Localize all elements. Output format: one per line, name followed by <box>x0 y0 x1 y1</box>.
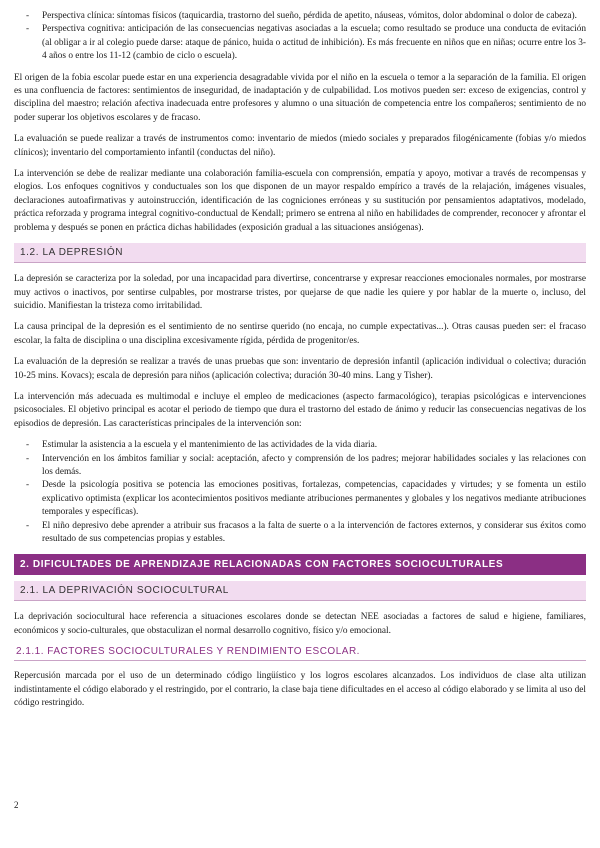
paragraph-factores: Repercusión marcada por el uso de un determinado código lingüístico y los logros escolares alcanzados. Los individuos de clase alta utilizan indistintamente el código elaborado y el restringido, por el contrario, la clase baja tiene dificultades en el acceso al código elaborado y se limita al uso del código restringido. <box>14 671 586 709</box>
heading-deprivacion: 2.1. LA DEPRIVACIÓN SOCIOCULTURAL <box>14 581 586 601</box>
paragraph-depresion-3: La evaluación de la depresión se realizar a través de unas pruebas que son: inventario de depresión infantil (aplicación individual o colectiva; duración 10-25 mins. Kovacs); escala de depresión para niños (aplicación colectiva; duración 30-40 mins. Lang y Tisher). <box>14 357 586 381</box>
heading-depresion: 1.2. LA DEPRESIÓN <box>14 243 586 263</box>
list-item: - Desde la psicología positiva se potencia las emociones positivas, fortalezas, competencias, capacidades y virtudes; y se fomenta un estilo explicativo optimista (explicar los acontecimientos positivos mediante atribuciones permanentes y globales y los negativos mediante atribuciones temporales y específicas). <box>14 479 586 519</box>
paragraph-origen: El origen de la fobia escolar puede estar en una experiencia desagradable vivida por el niño en la escuela o temor a la separación de la familia. El origen es una confluencia de factores: sentimientos de inseguridad, de inadaptación y de culpabilidad. Los motivos pueden ser: exceso de exigencias, control y disciplina del maestro; relación afectiva inadecuada entre profesores y alumno o una situación de competencia entre los compañeros; sentimiento de no poder superar los objetivos escolares y de fracaso. <box>14 72 586 123</box>
list-item: - Perspectiva clínica: síntomas físicos (taquicardia, trastorno del sueño, pérdida de apetito, náuseas, vómitos, dolor abdominal o dolor de cabeza). <box>14 10 586 23</box>
list-item: - Intervención en los ámbitos familiar y social: aceptación, afecto y comprensión de los padres; mejorar habilidades sociales y las relaciones con los demás. <box>14 453 586 480</box>
intervencion-list <box>14 439 586 546</box>
paragraph-depresion-4: La intervención más adecuada es multimodal e incluye el empleo de medicaciones (aspecto farmacológico), terapias psicológicas e intervenciones psicosociales. El objetivo principal es acotar el periodo de tiempo que dura el trastorno del estado de ánimo y reducir las consecuencias negativas de los episodios de depresión. Las características principales de la intervención son: <box>14 391 586 429</box>
paragraph-evaluacion: La evaluación se puede realizar a través de instrumentos como: inventario de miedos (miedo sociales y preparados filogénicamente (fobias y/o miedos clínicos); inventario del comportamiento infantil (conductas del niño). <box>14 134 586 158</box>
list-item: - Estimular la asistencia a la escuela y el mantenimiento de las actividades de la vida diaria. <box>14 439 586 452</box>
page-number: 2 <box>14 800 19 810</box>
paragraph-deprivacion: La deprivación sociocultural hace referencia a situaciones escolares donde se detectan NEE asociadas a factores de salud e higiene, familiares, económicos y socio-culturales, que obstaculizan el normal desarrollo cognitivo, físico y/o emocional. <box>14 612 586 636</box>
paragraph-intervencion: La intervención se debe de realizar mediante una colaboración familia-escuela con comprensión, empatía y apoyo, motivar a través de recompensas y elogios. Los enfoques cognitivos y conductuales son los que disponen de un mayor respaldo empírico a través de la relajación, imágenes visuales, declaraciones autoafirmativas y autoinstrucción, identificación de las cogniciones erróneas y su sustitución por pensamientos adaptativos, modelado, práctica reforzada y programa integral cognitivo-conductual de Kendall; primero se entrena al niño en habilidades de comprender, reconocer y afrontar el problema y después se ponen en práctica dichas habilidades (exposición gradual a las situaciones ansiógenas). <box>14 169 586 233</box>
heading-dificultades: 2. DIFICULTADES DE APRENDIZAJE RELACIONADAS CON FACTORES SOCIOCULTURALES <box>14 554 586 575</box>
paragraph-depresion-1: La depresión se caracteriza por la soledad, por una incapacidad para divertirse, concentrarse y expresar reacciones emocionales normales, por mostrarse muy activos o inactivos, por sentirse culpables, por mostrarse tristes, por quejarse de que nadie les quiere y por hablar de la muerte o, incluso, del suicidio. Manifiestan la tristeza como irritabilidad. <box>14 274 586 311</box>
fobia-perspectives-list <box>14 10 586 64</box>
paragraph-depresion-2: La causa principal de la depresión es el sentimiento de no sentirse querido (no encaja, no cumple expectativas...). Otras causas pueden ser: el fracaso escolar, la falta de disciplina o una disciplina excesivamente rígida, pérdida de progenitor/es. <box>14 322 586 346</box>
heading-factores: 2.1.1. FACTORES SOCIOCULTURALES Y RENDIMIENTO ESCOLAR. <box>14 646 586 661</box>
list-item: - El niño depresivo debe aprender a atribuir sus fracasos a la falta de suerte o a la intervención de factores externos, y considerar sus éxitos como resultado de sus competencias propias y estables. <box>14 520 586 547</box>
list-item: - Perspectiva cognitiva: anticipación de las consecuencias negativas asociadas a la escuela; como resultado se produce una conducta de evitación (al obligar a ir al colegio puede darse: ataque de pánico, huida o actitud de inhibición). Es más frecuente en niños que en niñas; ocurre entre los 3-4 años o entre los 11-12 (cambio de ciclo o escuela). <box>14 23 586 63</box>
